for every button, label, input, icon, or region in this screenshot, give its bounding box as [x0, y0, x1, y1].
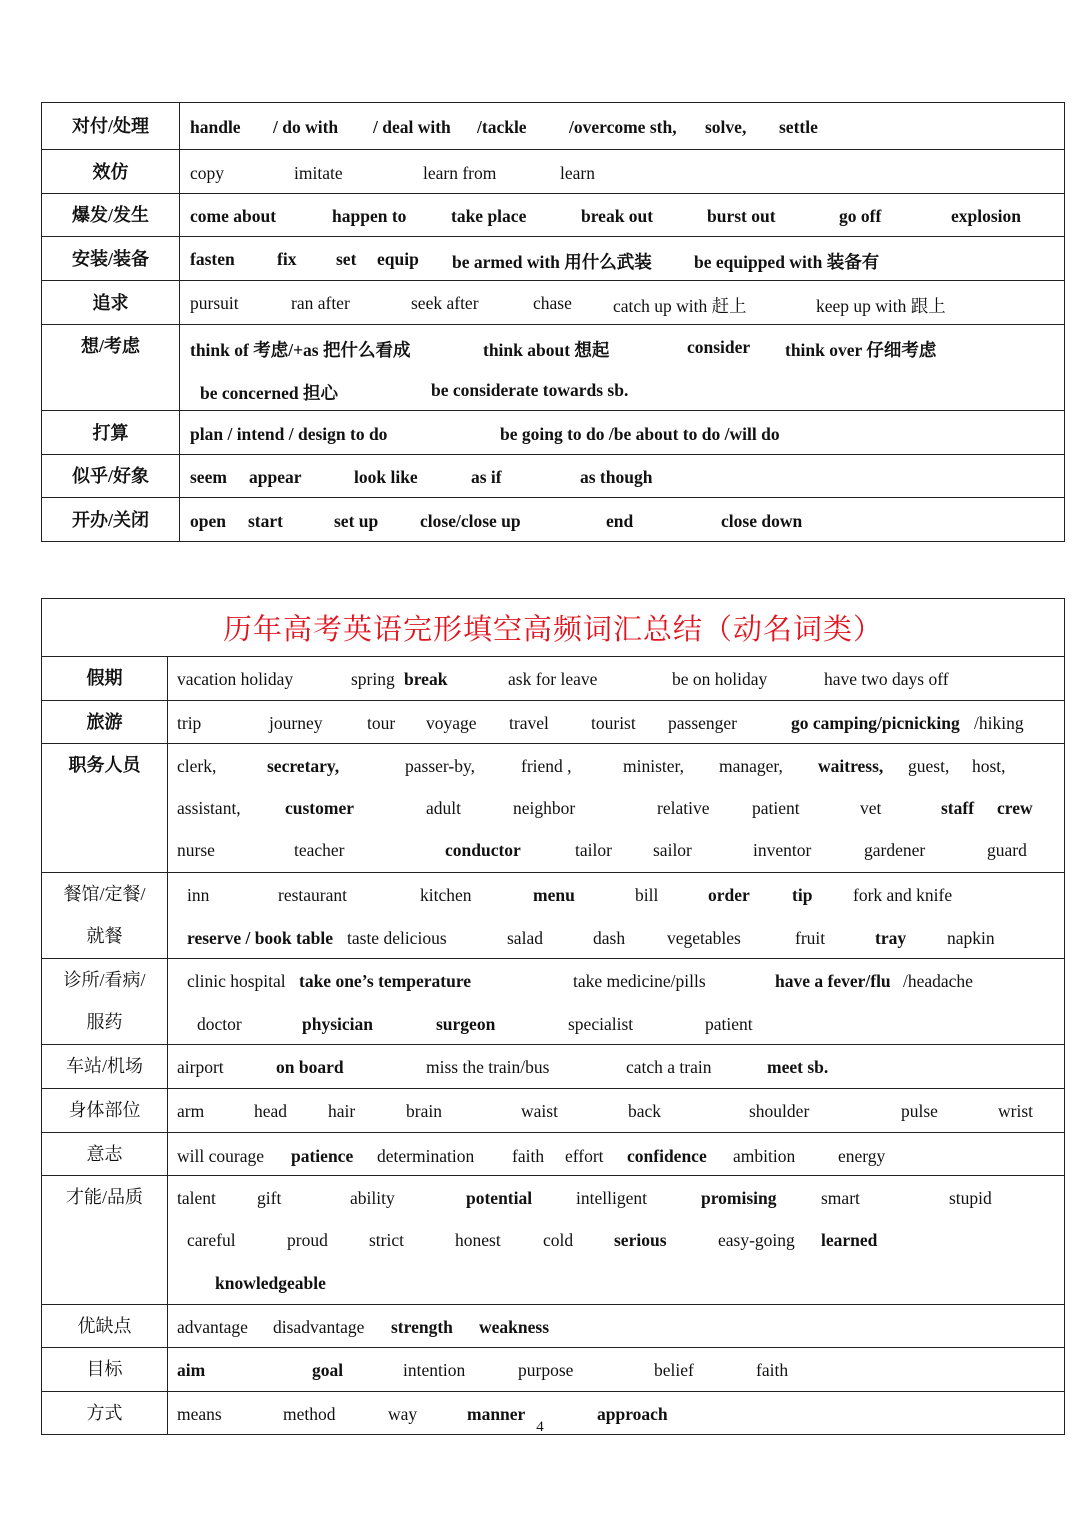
- table-row: [42, 700, 1064, 743]
- row-label-text: 诊所/看病/: [63, 970, 146, 990]
- vocab-term: advantage: [177, 1317, 248, 1337]
- vocab-term: hair: [328, 1101, 356, 1121]
- row-content: [168, 1305, 1064, 1347]
- vocab-term: /tackle: [477, 117, 527, 137]
- row-content: [180, 411, 1064, 454]
- section-title: 历年高考英语完形填空高频词汇总结（动名词类）: [222, 612, 883, 646]
- row-label-text: 安装/装备: [71, 248, 149, 269]
- vocab-term: explosion: [951, 206, 1022, 226]
- vocab-term: passer-by,: [405, 756, 475, 776]
- vocab-term: plan / intend / design to do: [190, 424, 388, 444]
- vocab-term: disadvantage: [273, 1317, 365, 1337]
- vocab-term: start: [248, 511, 283, 531]
- vocab-term: happen to: [332, 206, 407, 226]
- vocab-term: teacher: [294, 840, 345, 860]
- vocab-term: minister,: [623, 756, 685, 776]
- vocab-term: catch a train: [626, 1057, 712, 1077]
- row-label: [42, 1176, 168, 1304]
- row-label: [42, 411, 180, 454]
- table-row: [42, 1088, 1064, 1132]
- vocab-term: airport: [177, 1057, 224, 1077]
- vocab-term: belief: [654, 1360, 694, 1380]
- vocab-term: order: [708, 885, 750, 905]
- row-content: [168, 657, 1064, 700]
- vocab-term: voyage: [426, 713, 477, 733]
- vocab-term: easy-going: [718, 1230, 795, 1250]
- page-number: 4: [536, 1419, 544, 1435]
- row-label: [42, 1305, 168, 1347]
- row-label-text: 就餐: [86, 926, 123, 946]
- vocab-term: be equipped with 装备有: [694, 252, 880, 272]
- vocab-term: effort: [565, 1146, 604, 1166]
- vocab-term: fork and knife: [853, 885, 953, 905]
- row-label-text: 目标: [86, 1359, 123, 1379]
- vocab-term: strict: [369, 1230, 404, 1250]
- table-row: [42, 280, 1064, 324]
- vocab-term: guest,: [908, 756, 950, 776]
- vocab-term: have two days off: [824, 669, 949, 689]
- vocab-term: nurse: [177, 840, 215, 860]
- vocab-term: on board: [276, 1057, 344, 1077]
- vocab-term: gardener: [864, 840, 926, 860]
- vocab-term: keep up with 跟上: [816, 296, 946, 316]
- row-content: [180, 325, 1064, 410]
- vocab-term: determination: [377, 1146, 475, 1166]
- vocab-term: pulse: [901, 1101, 938, 1121]
- table-row: [42, 236, 1064, 280]
- vocab-term: reserve / book table: [187, 928, 333, 948]
- vocab-term: waist: [521, 1101, 558, 1121]
- row-label-text: 旅游: [86, 712, 123, 732]
- vocab-term: appear: [249, 467, 302, 487]
- row-label: [42, 194, 180, 236]
- vocab-term: faith: [756, 1360, 789, 1380]
- vocab-term: patient: [752, 798, 800, 818]
- row-label: [42, 701, 168, 743]
- row-content: [180, 281, 1064, 324]
- vocab-table-nouns: [41, 598, 1065, 1435]
- vocab-term: imitate: [294, 163, 343, 183]
- row-label: [42, 959, 168, 1044]
- table-row: [42, 149, 1064, 193]
- vocab-term: passenger: [668, 713, 738, 733]
- row-content: [180, 150, 1064, 193]
- vocab-term: be going to do /be about to do /will do: [500, 424, 780, 444]
- row-content: [168, 1348, 1064, 1391]
- vocab-term: close down: [721, 511, 803, 531]
- vocab-term: energy: [838, 1146, 886, 1166]
- vocab-term: crew: [997, 798, 1033, 818]
- vocab-term: serious: [614, 1230, 667, 1250]
- row-label: [42, 1133, 168, 1175]
- vocab-term: bill: [635, 885, 659, 905]
- row-content: [168, 959, 1064, 1044]
- vocab-term: will courage: [177, 1146, 264, 1166]
- vocab-term: break out: [581, 206, 654, 226]
- vocab-term: burst out: [707, 206, 776, 226]
- vocab-term: tailor: [575, 840, 612, 860]
- vocab-term: / deal with: [373, 117, 451, 137]
- vocab-term: customer: [285, 798, 355, 818]
- vocab-term: be considerate towards sb.: [431, 380, 629, 400]
- vocab-term: vet: [860, 798, 882, 818]
- row-label: [42, 744, 168, 872]
- vocab-term: close/close up: [420, 511, 521, 531]
- row-label: [42, 150, 180, 193]
- vocab-term: set up: [334, 511, 379, 531]
- table-row: [42, 454, 1064, 497]
- vocab-term: arm: [177, 1101, 205, 1121]
- vocab-term: smart: [821, 1188, 860, 1208]
- vocab-term: come about: [190, 206, 277, 226]
- vocab-term: /overcome sth,: [569, 117, 677, 137]
- row-label-text: 车站/机场: [65, 1056, 143, 1076]
- vocab-term: catch up with 赶上: [613, 296, 747, 316]
- vocab-term: ask for leave: [508, 669, 598, 689]
- row-label-text: 身体部位: [68, 1100, 141, 1120]
- vocab-term: assistant,: [177, 798, 241, 818]
- vocab-term: friend ,: [521, 756, 572, 776]
- vocab-term: think over 仔细考虑: [785, 340, 937, 360]
- row-content: [168, 701, 1064, 743]
- vocab-term: napkin: [947, 928, 995, 948]
- row-label-text: 打算: [92, 422, 129, 443]
- vocab-term: relative: [657, 798, 710, 818]
- vocab-term: /headache: [903, 971, 973, 991]
- row-content: [168, 744, 1064, 872]
- row-label: [42, 657, 168, 700]
- vocab-term: go off: [839, 206, 882, 226]
- vocab-term: take medicine/pills: [573, 971, 706, 991]
- vocab-term: weakness: [479, 1317, 550, 1337]
- row-content: [168, 1176, 1064, 1304]
- row-content: [168, 873, 1064, 958]
- vocab-term: secretary,: [267, 756, 340, 776]
- row-label: [42, 103, 180, 149]
- vocab-term: be on holiday: [672, 669, 768, 689]
- row-label: [42, 455, 180, 497]
- row-label-text: 才能/品质: [65, 1187, 143, 1207]
- row-label: [42, 873, 168, 958]
- table-row: [42, 1044, 1064, 1088]
- row-label: [42, 1045, 168, 1088]
- vocab-term: solve,: [705, 117, 747, 137]
- vocab-term: menu: [533, 885, 575, 905]
- vocab-term: fix: [277, 249, 297, 269]
- row-label-text: 似乎/好象: [71, 466, 149, 486]
- vocab-term: equip: [377, 249, 419, 269]
- vocab-term: patient: [705, 1014, 753, 1034]
- vocab-term: way: [388, 1404, 418, 1424]
- vocab-term: staff: [941, 798, 975, 818]
- row-label: [42, 498, 180, 541]
- vocab-term: as though: [580, 467, 653, 487]
- vocab-term: seek after: [411, 293, 479, 313]
- table-row: [42, 497, 1064, 541]
- vocab-term: tray: [875, 928, 907, 948]
- vocab-term: tour: [367, 713, 396, 733]
- vocab-term: tourist: [591, 713, 636, 733]
- vocab-term: be concerned 担心: [200, 383, 339, 403]
- vocab-term: intelligent: [576, 1188, 647, 1208]
- vocab-term: salad: [507, 928, 543, 948]
- row-label-text: 意志: [86, 1144, 123, 1164]
- vocab-term: purpose: [518, 1360, 574, 1380]
- vocab-term: journey: [269, 713, 323, 733]
- row-label-text: 爆发/发生: [71, 205, 149, 225]
- table-row: [42, 656, 1064, 700]
- row-content: [168, 1045, 1064, 1088]
- vocab-term: physician: [302, 1014, 373, 1034]
- vocab-term: gift: [257, 1188, 282, 1208]
- row-content: [180, 194, 1064, 236]
- vocab-term: knowledgeable: [215, 1273, 326, 1293]
- vocab-term: seem: [190, 467, 227, 487]
- table-row: [42, 324, 1064, 410]
- vocab-term: copy: [190, 163, 225, 183]
- vocab-term: restaurant: [278, 885, 347, 905]
- vocab-term: manner: [467, 1404, 526, 1424]
- row-label-text: 假期: [86, 668, 123, 688]
- vocab-term: careful: [187, 1230, 236, 1250]
- vocab-term: miss the train/bus: [426, 1057, 550, 1077]
- vocab-term: meet sb.: [767, 1057, 829, 1077]
- vocab-term: guard: [987, 840, 1027, 860]
- vocab-term: back: [628, 1101, 662, 1121]
- vocab-term: / do with: [273, 117, 339, 137]
- vocab-term: open: [190, 511, 226, 531]
- vocab-term: think of 考虑/+as 把什么看成: [190, 340, 411, 360]
- vocab-term: look like: [354, 467, 418, 487]
- vocab-term: clerk,: [177, 756, 217, 776]
- vocab-term: patience: [291, 1146, 354, 1166]
- row-label: [42, 237, 180, 280]
- vocab-term: take one’s temperature: [299, 971, 472, 991]
- vocab-term: potential: [466, 1188, 533, 1208]
- vocab-term: have a fever/flu: [775, 971, 891, 991]
- row-label-text: 追求: [92, 292, 129, 313]
- vocab-term: aim: [177, 1360, 206, 1380]
- vocab-term: vacation holiday: [177, 669, 294, 689]
- vocab-term: wrist: [998, 1101, 1033, 1121]
- row-content: [180, 103, 1064, 149]
- row-label-text: 方式: [86, 1403, 123, 1423]
- table-row: [42, 872, 1064, 958]
- vocab-term: ability: [350, 1188, 395, 1208]
- section-title-row: [42, 599, 1064, 656]
- vocab-term: adult: [426, 798, 461, 818]
- row-content: [168, 1089, 1064, 1132]
- vocab-term: settle: [779, 117, 818, 137]
- vocab-term: waitress,: [818, 756, 884, 776]
- row-label: [42, 1089, 168, 1132]
- vocab-term: pursuit: [190, 293, 239, 313]
- vocab-term: tip: [792, 885, 813, 905]
- vocab-term: /hiking: [974, 713, 1024, 733]
- vocab-term: surgeon: [436, 1014, 496, 1034]
- row-label-text: 餐馆/定餐/: [63, 884, 146, 904]
- vocab-term: method: [283, 1404, 336, 1424]
- table-row: [42, 743, 1064, 872]
- row-label: [42, 281, 180, 324]
- row-label-text: 想/考虑: [80, 336, 140, 356]
- vocab-term: end: [606, 511, 634, 531]
- row-content: [168, 1133, 1064, 1175]
- vocab-term: sailor: [653, 840, 692, 860]
- table-row: [42, 1175, 1064, 1304]
- table-row: [42, 193, 1064, 236]
- vocab-term: learn from: [423, 163, 497, 183]
- vocab-term: conductor: [445, 840, 521, 860]
- vocab-term: travel: [509, 713, 549, 733]
- vocab-term: promising: [701, 1188, 777, 1208]
- vocab-term: kitchen: [420, 885, 472, 905]
- vocab-term: chase: [533, 293, 572, 313]
- vocab-term: handle: [190, 117, 241, 137]
- vocab-term: think about 想起: [483, 340, 610, 360]
- vocab-term: set: [336, 249, 357, 269]
- vocab-term: talent: [177, 1188, 216, 1208]
- vocab-term: brain: [406, 1101, 442, 1121]
- vocab-term: honest: [455, 1230, 501, 1250]
- table-row: [42, 410, 1064, 454]
- vocab-term: trip: [177, 713, 202, 733]
- vocab-term: fruit: [795, 928, 826, 948]
- vocab-term: vegetables: [667, 928, 741, 948]
- vocab-term: goal: [312, 1360, 344, 1380]
- vocab-term: cold: [543, 1230, 574, 1250]
- vocab-term: head: [254, 1101, 288, 1121]
- vocab-term: as if: [471, 467, 502, 487]
- row-content: [180, 498, 1064, 541]
- table-row: [42, 958, 1064, 1044]
- table-row: [42, 1304, 1064, 1347]
- vocab-term: neighbor: [513, 798, 576, 818]
- vocab-term: inn: [187, 885, 210, 905]
- vocab-term: manager,: [719, 756, 783, 776]
- vocab-term: host,: [972, 756, 1006, 776]
- row-content: [180, 455, 1064, 497]
- vocab-term: taste delicious: [347, 928, 447, 948]
- vocab-term: proud: [287, 1230, 328, 1250]
- row-label-text: 优缺点: [77, 1316, 132, 1336]
- vocab-term: fasten: [190, 249, 235, 269]
- vocab-term: take place: [451, 206, 527, 226]
- vocab-term: go camping/picnicking: [791, 713, 960, 733]
- row-label-text: 职务人员: [68, 755, 141, 775]
- vocab-term: ambition: [733, 1146, 796, 1166]
- vocab-term: dash: [593, 928, 626, 948]
- vocab-term: clinic hospital: [187, 971, 286, 991]
- vocab-term: confidence: [627, 1146, 707, 1166]
- table-row: [42, 1347, 1064, 1391]
- table-row: [42, 103, 1064, 149]
- vocab-term: learned: [821, 1230, 878, 1250]
- vocab-term: inventor: [753, 840, 812, 860]
- vocab-term: be armed with 用什么武装: [452, 252, 652, 272]
- row-content: [180, 237, 1064, 280]
- vocab-term: stupid: [949, 1188, 992, 1208]
- vocab-term: faith: [512, 1146, 545, 1166]
- row-label-text: 对付/处理: [71, 116, 149, 136]
- vocab-term: approach: [597, 1404, 668, 1424]
- row-label: [42, 1348, 168, 1391]
- row-label: [42, 325, 180, 410]
- vocab-term: ran after: [291, 293, 350, 313]
- vocab-term: learn: [560, 163, 595, 183]
- vocab-term: spring: [351, 669, 395, 689]
- row-label-text: 服药: [86, 1012, 123, 1032]
- vocab-term: intention: [403, 1360, 466, 1380]
- vocab-term: specialist: [568, 1014, 634, 1034]
- table-row: [42, 1132, 1064, 1175]
- row-label-text: 效仿: [92, 161, 129, 182]
- vocab-table-verbs: [41, 102, 1065, 542]
- vocab-term: break: [404, 669, 448, 689]
- vocab-term: shoulder: [749, 1101, 810, 1121]
- row-label-text: 开办/关闭: [71, 509, 149, 530]
- vocab-term: consider: [687, 337, 751, 357]
- vocab-term: strength: [391, 1317, 453, 1337]
- vocab-term: means: [177, 1404, 222, 1424]
- vocab-term: doctor: [197, 1014, 242, 1034]
